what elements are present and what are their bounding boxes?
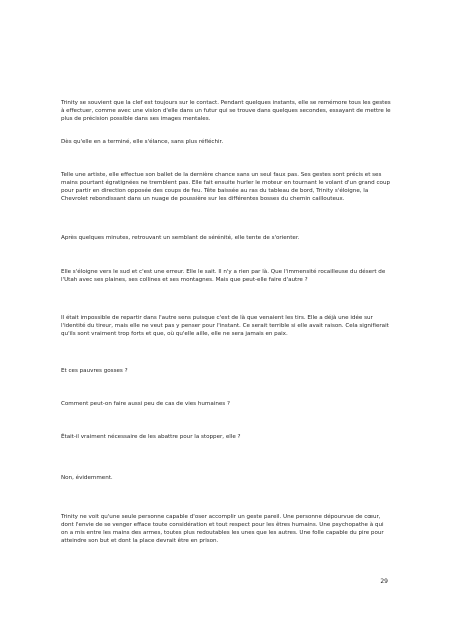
paragraph-7: Et ces pauvres gosses ? (61, 368, 128, 374)
paragraph-3: Telle une artiste, elle effectue son ballet de la dernière chance sans un seul faux pas. Ses gestes sont précis et ses mains pourtant égratignées ne tremblent pas. Elle fait ensuite hurler le moteur en tournant le volant d'un grand coup pour partir en direction opposée des coups de feu. Tête baissée au ras du tableau de bord, Trinity s'éloigne, la Chevrolet rebondissant dans un nuage de poussière sur les différentes bosses du chemin caillouteux. (61, 172, 391, 202)
paragraph-4: Après quelques minutes, retrouvant un semblant de sérénité, elle tente de s'orienter. (61, 235, 300, 241)
paragraph-2: Dès qu'elle en a terminé, elle s'élance, sans plus réfléchir. (61, 139, 224, 145)
paragraph-1: Trinity se souvient que la clef est toujours sur le contact. Pendant quelques instants, elle se remémore tous les gestes à effectuer, comme avec une vision d'elle dans un futur qui se trouve dans quelques secondes, essayant de mettre le plus de précision possible dans ses images mentales. (61, 100, 391, 122)
paragraph-5: Elle s'éloigne vers le sud et c'est une erreur. Elle le sait. Il n'y a rien par là. Que l'immensité rocailleuse du désert de l'Utah avec ses plaines, ses collines et ses montagnes. Mais que peut-elle faire d'autre ? (61, 269, 386, 283)
paragraph-11: Trinity ne voit qu'une seule personne capable d'oser accomplir un geste pareil. Une personne dépourvue de cœur, dont l'envie de se venger efface toute considération et tout respect pour les êtres humains. Une psychopathe à qui on a mis entre les mains des armes, toutes plus redoutables les unes que les autres. Une folle capable du pire pour atteindre son but et dont la place devrait être en prison. (61, 514, 384, 544)
page-number: 29 (380, 578, 388, 585)
paragraph-6: Il était impossible de repartir dans l'autre sens puisque c'est de là que venaient les tirs. Elle a déjà une idée sur l'identité du tireur, mais elle ne veut pas y penser pour l'instant. Ce serait terrible si elle avait raison. Cela signifierait qu'ils sont vraiment trop forts et que, où qu'elle aille, elle ne sera jamais en paix. (61, 315, 389, 337)
paragraph-9: Était-il vraiment nécessaire de les abattre pour la stopper, elle ? (61, 434, 241, 440)
paragraph-8: Comment peut-on faire aussi peu de cas de vies humaines ? (61, 401, 230, 407)
paragraph-10: Non, évidemment. (61, 475, 113, 481)
